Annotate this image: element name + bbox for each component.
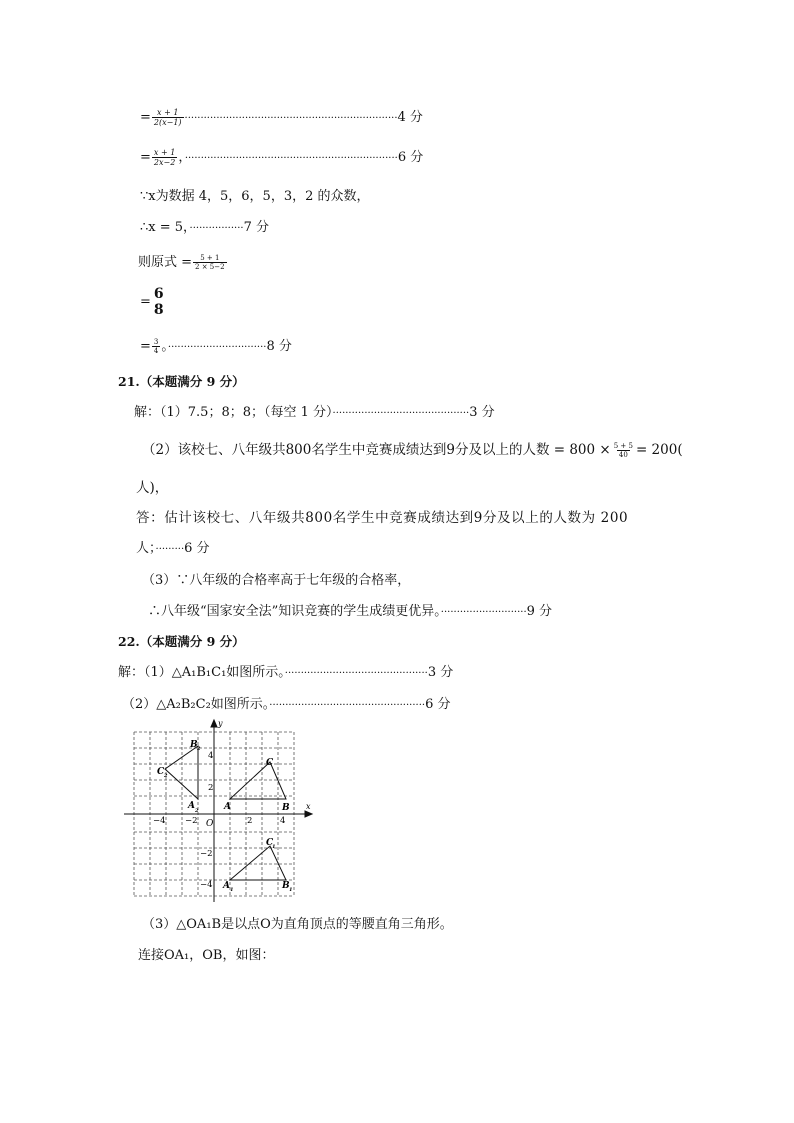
origin-label: O — [206, 819, 214, 829]
svg-text:B: B — [282, 881, 290, 891]
svg-text:A: A — [223, 881, 230, 891]
svg-text:4: 4 — [280, 816, 286, 826]
q22-title: 22.（本题满分 9 分） — [118, 634, 245, 649]
step-1 — [140, 108, 423, 128]
svg-text:2: 2 — [195, 808, 199, 814]
q21-part3: （3）∵八年级的合格率高于七年级的合格率， — [142, 573, 411, 588]
score: 4 分 — [397, 110, 423, 125]
q22-part3: （3）△OA₁B是以点O为直角顶点的等腰直角三角形。 — [142, 917, 453, 932]
svg-text:A: A — [224, 802, 231, 812]
svg-text:C: C — [157, 767, 165, 777]
step-2: = $\frac{x + 1}{2x-2}$ ，···································································6 分 — [140, 148, 424, 167]
leader-dots: ············································· — [284, 668, 428, 679]
svg-text:2: 2 — [247, 816, 253, 826]
q21-part3-conclusion: ∴八年级“国家安全法”知识竞赛的学生成绩更优异。···························9 分 — [148, 604, 553, 619]
svg-text:−4: −4 — [200, 880, 213, 890]
leader-dots: ··························· — [440, 607, 527, 618]
svg-text:2: 2 — [208, 783, 214, 793]
leader-dots: ················· — [189, 223, 244, 234]
step-6: = 6 8 — [140, 286, 164, 318]
tick-labels — [153, 751, 285, 890]
score: 9 分 — [526, 604, 553, 619]
svg-text:1: 1 — [230, 887, 234, 893]
svg-text:−4: −4 — [153, 816, 166, 826]
score: 3 分 — [427, 665, 454, 680]
score: 6 分 — [425, 697, 451, 712]
svg-text:B: B — [282, 803, 290, 813]
vertex-labels — [157, 740, 292, 893]
svg-text:−2: −2 — [200, 849, 213, 859]
triangle-a2b2c2 — [165, 746, 198, 799]
fraction: $\frac{5 + 5}{40}$ — [613, 442, 633, 459]
q21-answer: 答：估计该校七、八年级共800名学生中竞赛成绩达到9分及以上的人数为 200 — [136, 510, 629, 526]
coordinate-grid-figure — [120, 718, 320, 904]
svg-text:4: 4 — [208, 751, 214, 761]
score: 3 分 — [469, 405, 495, 420]
svg-text:C: C — [266, 838, 274, 848]
fraction: $\frac{5 + 1}{2 \times 5-2}$ — [195, 254, 225, 271]
svg-text:2: 2 — [164, 773, 168, 779]
q22-part1: 解：（1）△A₁B₁C₁如图所示。·············································3 分 — [118, 665, 454, 680]
svg-text:A: A — [188, 801, 195, 811]
q21-title: 21.（本题满分 9 分） — [118, 374, 245, 389]
q21-part2-cont: 人)， — [136, 480, 169, 496]
q21-part1: 解：（1）7.5；8；8；（每空 1 分）···········································3 分 — [134, 405, 495, 420]
svg-text:1: 1 — [272, 844, 276, 850]
svg-text:2: 2 — [197, 746, 201, 752]
leader-dots: ········· — [155, 544, 185, 555]
leader-dots: ················································· — [269, 700, 426, 711]
fraction: 6 8 — [153, 286, 164, 318]
step-3: ∵x为数据 4，5，6，5，3，2 的众数， — [140, 189, 370, 204]
q21-part2: （2）该校七、八年级共800名学生中竞赛成绩达到9分及以上的人数 = 800 × $\frac{5 + 5}{40}$ = 200( — [142, 442, 683, 459]
svg-text:C: C — [266, 758, 274, 768]
equals: = — [140, 150, 151, 165]
leader-dots: ······························· — [167, 342, 267, 353]
fraction: $\frac{3}{4}$ — [153, 338, 159, 355]
q22-part2: （2）△A₂B₂C₂如图所示。·················································6 分 — [122, 697, 451, 712]
equals: = — [140, 110, 151, 125]
score: 7 分 — [243, 220, 269, 235]
leader-dots: ··································································· — [184, 113, 398, 124]
fraction: $\frac{x + 1}{2x-2}$ — [153, 148, 176, 167]
fraction: $\frac{x + 1}{2(x-1)}$ — [153, 108, 182, 127]
q21-answer-cont: 人；·········6 分 — [136, 541, 210, 556]
leader-dots: ··································································· — [184, 153, 398, 164]
y-axis-label: y — [218, 719, 223, 728]
leader-dots: ··········································· — [332, 408, 470, 419]
score: 6 分 — [397, 150, 424, 165]
step-7: = $\frac{3}{4}$ 。·······························8 分 — [140, 338, 292, 355]
svg-text:B: B — [190, 740, 198, 750]
score: 6 分 — [184, 541, 210, 556]
q22-part4: 连接OA₁，OB，如图： — [138, 948, 275, 963]
step-4: ∴x = 5，·················7 分 — [140, 220, 269, 235]
svg-text:−2: −2 — [185, 816, 198, 826]
x-axis-label: x — [306, 802, 311, 811]
score: 8 分 — [266, 339, 292, 354]
svg-text:1: 1 — [289, 887, 293, 893]
step-5: 则原式 = $\frac{5 + 1}{2 \times 5-2}$ — [138, 254, 225, 271]
